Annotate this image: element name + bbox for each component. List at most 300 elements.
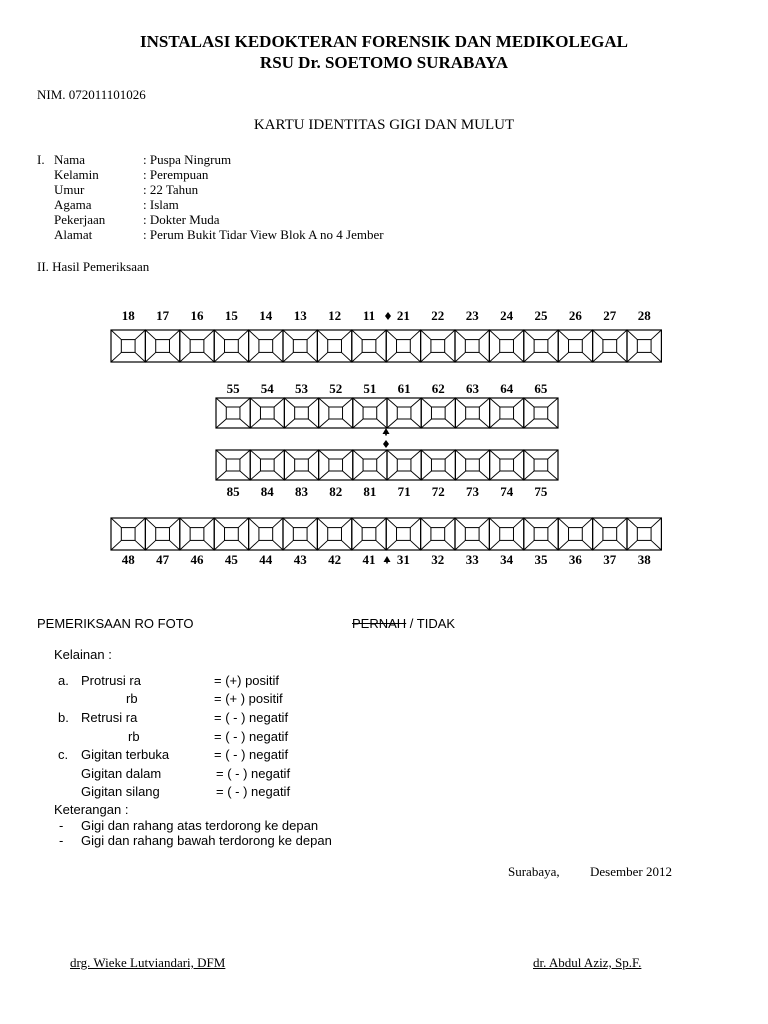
tooth-34-occlusal <box>500 528 514 541</box>
identity-label-address: Alamat <box>54 227 93 242</box>
tooth-16-occlusal <box>190 340 204 353</box>
tooth-22-edge <box>421 352 431 362</box>
tooth-36-edge <box>582 518 592 528</box>
kelainan-result: = ( - ) negatif <box>214 747 289 762</box>
exam-heading: II. Hasil Pemeriksaan <box>37 259 150 274</box>
tooth-number: 12 <box>328 308 342 323</box>
tooth-number: 71 <box>397 484 411 499</box>
tooth-24-edge <box>513 352 523 362</box>
tooth-26-edge <box>558 330 568 340</box>
tooth-22-occlusal <box>431 340 445 353</box>
tooth-16-edge <box>204 330 214 340</box>
tooth-27-edge <box>593 352 603 362</box>
tooth-74-edge <box>514 471 524 480</box>
signature-place: Surabaya, <box>508 864 560 879</box>
tooth-33-edge <box>479 540 489 550</box>
tooth-number: 23 <box>465 308 479 323</box>
tooth-31-edge <box>386 540 396 550</box>
keterangan-label: Keterangan : <box>54 802 129 817</box>
tooth-51-edge <box>377 398 387 407</box>
tooth-85-edge <box>240 471 250 480</box>
tooth-47-edge <box>169 518 179 528</box>
tooth-74-edge <box>514 450 524 459</box>
kelainan-name: rb <box>126 691 138 706</box>
tooth-22-edge <box>445 352 455 362</box>
tooth-38-edge <box>627 540 637 550</box>
tooth-85-edge <box>240 450 250 459</box>
tooth-17-edge <box>169 330 179 340</box>
tooth-34-edge <box>513 540 523 550</box>
tooth-73-edge <box>455 471 465 480</box>
tooth-11-occlusal <box>362 340 376 353</box>
tooth-26-edge <box>582 352 592 362</box>
tooth-32-edge <box>445 518 455 528</box>
tooth-44-occlusal <box>259 528 273 541</box>
tooth-71-edge <box>387 471 397 480</box>
tooth-52-edge <box>319 398 329 407</box>
tooth-17-edge <box>169 352 179 362</box>
tooth-number: 84 <box>260 484 274 499</box>
tooth-number: 43 <box>293 552 307 567</box>
tooth-14-edge <box>273 330 283 340</box>
tooth-74-edge <box>490 450 500 459</box>
tooth-63-occlusal <box>466 407 480 419</box>
tooth-44-edge <box>273 540 283 550</box>
tooth-number: 34 <box>500 552 514 567</box>
nim-text: NIM. 072011101026 <box>37 87 146 102</box>
tooth-82-occlusal <box>329 459 343 471</box>
tooth-54-edge <box>274 419 284 428</box>
tooth-41-edge <box>352 540 362 550</box>
tooth-45-edge <box>238 518 248 528</box>
tooth-53-edge <box>308 419 318 428</box>
identity-value-religion: : Islam <box>143 197 179 212</box>
odontogram-chart <box>0 300 768 580</box>
tooth-31-occlusal <box>397 528 411 541</box>
tooth-18-edge <box>111 352 121 362</box>
tooth-number: 22 <box>431 308 445 323</box>
tooth-44-edge <box>273 518 283 528</box>
tooth-48-edge <box>111 540 121 550</box>
tooth-41-edge <box>352 518 362 528</box>
tooth-48-edge <box>135 518 145 528</box>
tooth-27-edge <box>617 352 627 362</box>
tooth-14-edge <box>249 330 259 340</box>
tooth-81-edge <box>353 450 363 459</box>
tooth-55-edge <box>216 398 226 407</box>
kelainan-name: Retrusi ra <box>81 710 138 725</box>
tooth-21-edge <box>410 352 420 362</box>
tooth-37-edge <box>617 540 627 550</box>
tooth-28-edge <box>651 330 661 340</box>
tooth-13-edge <box>307 330 317 340</box>
identity-section-number: I. <box>37 152 45 167</box>
tooth-62-edge <box>421 419 431 428</box>
tooth-65-edge <box>548 398 558 407</box>
tooth-23-occlusal <box>465 340 479 353</box>
tooth-27-edge <box>617 330 627 340</box>
tooth-12-edge <box>317 330 327 340</box>
tooth-62-edge <box>421 398 431 407</box>
tooth-37-edge <box>593 540 603 550</box>
tooth-61-edge <box>387 419 397 428</box>
midline-marker <box>386 561 388 564</box>
tooth-36-edge <box>582 540 592 550</box>
tooth-number: 32 <box>431 552 445 567</box>
tooth-number: 33 <box>465 552 479 567</box>
tooth-45-edge <box>214 518 224 528</box>
tooth-33-edge <box>455 540 465 550</box>
tooth-45-edge <box>238 540 248 550</box>
kelainan-result: = (+ ) positif <box>214 691 283 706</box>
tooth-44-edge <box>249 518 259 528</box>
tooth-11-edge <box>376 352 386 362</box>
tooth-38-edge <box>651 518 661 528</box>
tooth-24-edge <box>489 352 499 362</box>
tooth-17-occlusal <box>156 340 170 353</box>
tooth-32-edge <box>445 540 455 550</box>
kelainan-name: Gigitan terbuka <box>81 747 170 762</box>
tooth-73-edge <box>455 450 465 459</box>
identity-value-occupation: : Dokter Muda <box>143 212 220 227</box>
tooth-84-occlusal <box>260 459 274 471</box>
tooth-45-occlusal <box>225 528 239 541</box>
header-institution: INSTALASI KEDOKTERAN FORENSIK DAN MEDIKOLEGAL <box>139 32 629 51</box>
tooth-65-edge <box>548 419 558 428</box>
tooth-23-edge <box>479 330 489 340</box>
identity-label-age: Umur <box>54 182 85 197</box>
tooth-number: 52 <box>329 381 343 396</box>
tooth-21-edge <box>386 352 396 362</box>
tooth-32-occlusal <box>431 528 445 541</box>
tooth-84-edge <box>250 450 260 459</box>
tooth-54-edge <box>250 419 260 428</box>
tooth-26-edge <box>558 352 568 362</box>
tooth-75-edge <box>524 471 534 480</box>
tooth-28-occlusal <box>637 340 651 353</box>
tooth-42-occlusal <box>328 528 342 541</box>
tooth-number: 72 <box>431 484 445 499</box>
tooth-18-occlusal <box>121 340 135 353</box>
tooth-number: 26 <box>568 308 582 323</box>
kelainan-letter: b. <box>58 710 69 725</box>
tooth-65-occlusal <box>534 407 548 419</box>
tooth-15-edge <box>238 352 248 362</box>
tooth-number: 41 <box>362 552 376 567</box>
tooth-75-edge <box>524 450 534 459</box>
tooth-number: 83 <box>295 484 308 499</box>
tooth-11-edge <box>352 352 362 362</box>
tooth-26-occlusal <box>569 340 583 353</box>
tooth-46-edge <box>204 540 214 550</box>
tooth-35-edge <box>548 540 558 550</box>
midline-marker <box>385 312 391 320</box>
tooth-41-edge <box>376 540 386 550</box>
tooth-number: 48 <box>121 552 135 567</box>
tooth-13-edge <box>283 330 293 340</box>
kelainan-name: Gigitan silang <box>81 784 160 799</box>
tooth-37-occlusal <box>603 528 617 541</box>
tooth-24-edge <box>513 330 523 340</box>
tooth-23-edge <box>455 352 465 362</box>
tooth-61-occlusal <box>397 407 411 419</box>
tooth-15-edge <box>214 330 224 340</box>
tooth-75-edge <box>548 471 558 480</box>
tooth-number: 53 <box>295 381 308 396</box>
tooth-17-edge <box>145 352 155 362</box>
header-hospital: RSU Dr. SOETOMO SURABAYA <box>259 53 509 72</box>
tooth-48-edge <box>135 540 145 550</box>
tooth-38-occlusal <box>637 528 651 541</box>
tooth-33-edge <box>479 518 489 528</box>
tooth-64-edge <box>514 419 524 428</box>
ro-foto-answer <box>352 616 455 631</box>
ro-foto-option-struck: PERNAH <box>352 616 407 631</box>
tooth-14-edge <box>273 352 283 362</box>
tooth-32-edge <box>421 540 431 550</box>
tooth-number: 44 <box>259 552 273 567</box>
tooth-number: 15 <box>224 308 238 323</box>
identity-label-gender: Kelamin <box>54 167 99 182</box>
tooth-35-occlusal <box>534 528 548 541</box>
tooth-37-edge <box>617 518 627 528</box>
tooth-number: 17 <box>156 308 170 323</box>
tooth-number: 73 <box>466 484 479 499</box>
tooth-16-edge <box>180 330 190 340</box>
tooth-53-edge <box>308 398 318 407</box>
tooth-number: 11 <box>362 308 376 323</box>
tooth-42-edge <box>341 518 351 528</box>
tooth-number: 18 <box>121 308 135 323</box>
kelainan-result: = (+) positif <box>214 673 280 688</box>
tooth-81-edge <box>377 450 387 459</box>
tooth-47-edge <box>145 518 155 528</box>
tooth-85-occlusal <box>226 459 240 471</box>
tooth-55-occlusal <box>226 407 240 419</box>
identity-label-occupation: Pekerjaan <box>54 212 106 227</box>
identity-value-gender: : Perempuan <box>143 167 209 182</box>
tooth-12-edge <box>317 352 327 362</box>
tooth-61-edge <box>411 398 421 407</box>
tooth-75-occlusal <box>534 459 548 471</box>
card-title: KARTU IDENTITAS GIGI DAN MULUT <box>253 117 515 133</box>
tooth-25-edge <box>548 352 558 362</box>
tooth-62-edge <box>445 398 455 407</box>
tooth-16-edge <box>180 352 190 362</box>
ro-foto-label: PEMERIKSAAN RO FOTO <box>37 616 194 631</box>
tooth-73-edge <box>479 471 489 480</box>
tooth-number: 28 <box>637 308 651 323</box>
tooth-64-edge <box>514 398 524 407</box>
tooth-13-edge <box>307 352 317 362</box>
tooth-42-edge <box>341 540 351 550</box>
tooth-85-edge <box>216 450 226 459</box>
tooth-number: 63 <box>466 381 479 396</box>
tooth-42-edge <box>317 540 327 550</box>
tooth-number: 51 <box>363 381 377 396</box>
tooth-13-occlusal <box>293 340 307 353</box>
tooth-65-edge <box>524 398 534 407</box>
tooth-54-edge <box>274 398 284 407</box>
tooth-27-occlusal <box>603 340 617 353</box>
tooth-number: 38 <box>637 552 651 567</box>
tooth-18-edge <box>135 352 145 362</box>
tooth-43-edge <box>307 518 317 528</box>
tooth-number: 64 <box>500 381 514 396</box>
tooth-number: 21 <box>396 308 410 323</box>
tooth-35-edge <box>524 518 534 528</box>
tooth-21-occlusal <box>397 340 411 353</box>
tooth-33-occlusal <box>465 528 479 541</box>
tooth-62-edge <box>445 419 455 428</box>
tooth-52-edge <box>343 419 353 428</box>
tooth-73-edge <box>479 450 489 459</box>
tooth-75-edge <box>548 450 558 459</box>
tooth-28-edge <box>627 330 637 340</box>
tooth-55-edge <box>240 419 250 428</box>
tooth-48-occlusal <box>121 528 135 541</box>
tooth-number: 74 <box>500 484 514 499</box>
tooth-23-edge <box>455 330 465 340</box>
tooth-84-edge <box>274 450 284 459</box>
tooth-number: 35 <box>534 552 548 567</box>
tooth-74-edge <box>490 471 500 480</box>
tooth-11-edge <box>352 330 362 340</box>
tooth-82-edge <box>343 471 353 480</box>
tooth-27-edge <box>593 330 603 340</box>
tooth-12-occlusal <box>328 340 342 353</box>
tooth-51-edge <box>377 419 387 428</box>
tooth-15-occlusal <box>225 340 239 353</box>
tooth-23-edge <box>479 352 489 362</box>
tooth-43-occlusal <box>293 528 307 541</box>
tooth-number: 46 <box>190 552 204 567</box>
tooth-24-edge <box>489 330 499 340</box>
tooth-24-occlusal <box>500 340 514 353</box>
tooth-41-occlusal <box>362 528 376 541</box>
tooth-82-edge <box>319 471 329 480</box>
tooth-51-occlusal <box>363 407 377 419</box>
kelainan-name: Protrusi ra <box>81 673 141 688</box>
tooth-32-edge <box>421 518 431 528</box>
kelainan-result: = ( - ) negatif <box>214 729 289 744</box>
tooth-72-occlusal <box>431 459 445 471</box>
tooth-55-edge <box>216 419 226 428</box>
tooth-28-edge <box>651 352 661 362</box>
tooth-13-edge <box>283 352 293 362</box>
tooth-74-occlusal <box>500 459 514 471</box>
tooth-63-edge <box>479 419 489 428</box>
tooth-85-edge <box>216 471 226 480</box>
tooth-63-edge <box>455 419 465 428</box>
tooth-83-edge <box>284 471 294 480</box>
identity-value-age: : 22 Tahun <box>143 182 199 197</box>
tooth-31-edge <box>410 518 420 528</box>
identity-label-religion: Agama <box>54 197 92 212</box>
tooth-34-edge <box>489 518 499 528</box>
tooth-number: 14 <box>259 308 273 323</box>
ro-foto-option-rest: / TIDAK <box>406 616 456 631</box>
tooth-25-edge <box>548 330 558 340</box>
tooth-35-edge <box>524 540 534 550</box>
tooth-37-edge <box>593 518 603 528</box>
tooth-21-edge <box>386 330 396 340</box>
tooth-81-occlusal <box>363 459 377 471</box>
tooth-22-edge <box>421 330 431 340</box>
tooth-53-edge <box>284 398 294 407</box>
keterangan-item: Gigi dan rahang atas terdorong ke depan <box>81 818 319 833</box>
tooth-83-edge <box>284 450 294 459</box>
tooth-54-edge <box>250 398 260 407</box>
tooth-61-edge <box>411 419 421 428</box>
tooth-38-edge <box>627 518 637 528</box>
kelainan-letter: a. <box>58 673 69 688</box>
tooth-64-edge <box>490 419 500 428</box>
tooth-12-edge <box>341 330 351 340</box>
tooth-number: 31 <box>396 552 410 567</box>
tooth-number: 75 <box>534 484 548 499</box>
signature-date: Desember 2012 <box>590 864 672 879</box>
tooth-72-edge <box>421 471 431 480</box>
tooth-51-edge <box>353 398 363 407</box>
tooth-15-edge <box>214 352 224 362</box>
tooth-14-edge <box>249 352 259 362</box>
tooth-61-edge <box>387 398 397 407</box>
tooth-number: 61 <box>397 381 411 396</box>
tooth-36-occlusal <box>569 528 583 541</box>
tooth-33-edge <box>455 518 465 528</box>
tooth-22-edge <box>445 330 455 340</box>
keterangan-item: Gigi dan rahang bawah terdorong ke depan <box>81 833 332 848</box>
tooth-26-edge <box>582 330 592 340</box>
tooth-71-occlusal <box>397 459 411 471</box>
kelainan-label: Kelainan : <box>54 647 112 662</box>
tooth-64-edge <box>490 398 500 407</box>
kelainan-result: = ( - ) negatif <box>216 784 291 799</box>
tooth-84-edge <box>274 471 284 480</box>
tooth-65-edge <box>524 419 534 428</box>
kelainan-name: Gigitan dalam <box>81 766 162 781</box>
tooth-number: 81 <box>363 484 377 499</box>
tooth-number: 16 <box>190 308 204 323</box>
tooth-number: 54 <box>260 381 274 396</box>
tooth-46-edge <box>204 518 214 528</box>
tooth-63-edge <box>455 398 465 407</box>
tooth-47-occlusal <box>156 528 170 541</box>
keterangan-bullet: - <box>59 833 64 848</box>
tooth-47-edge <box>169 540 179 550</box>
tooth-71-edge <box>387 450 397 459</box>
tooth-21-edge <box>410 330 420 340</box>
tooth-83-edge <box>308 450 318 459</box>
tooth-43-edge <box>283 540 293 550</box>
tooth-44-edge <box>249 540 259 550</box>
midline-marker <box>385 433 387 436</box>
tooth-number: 82 <box>329 484 343 499</box>
tooth-38-edge <box>651 540 661 550</box>
tooth-83-occlusal <box>295 459 309 471</box>
tooth-54-occlusal <box>260 407 274 419</box>
tooth-12-edge <box>341 352 351 362</box>
tooth-17-edge <box>145 330 155 340</box>
identity-value-address: : Perum Bukit Tidar View Blok A no 4 Jember <box>143 227 384 242</box>
tooth-53-occlusal <box>295 407 309 419</box>
tooth-number: 36 <box>568 552 582 567</box>
kelainan-letter: c. <box>58 747 69 762</box>
tooth-81-edge <box>377 471 387 480</box>
tooth-25-edge <box>524 330 534 340</box>
tooth-number: 27 <box>603 308 617 323</box>
